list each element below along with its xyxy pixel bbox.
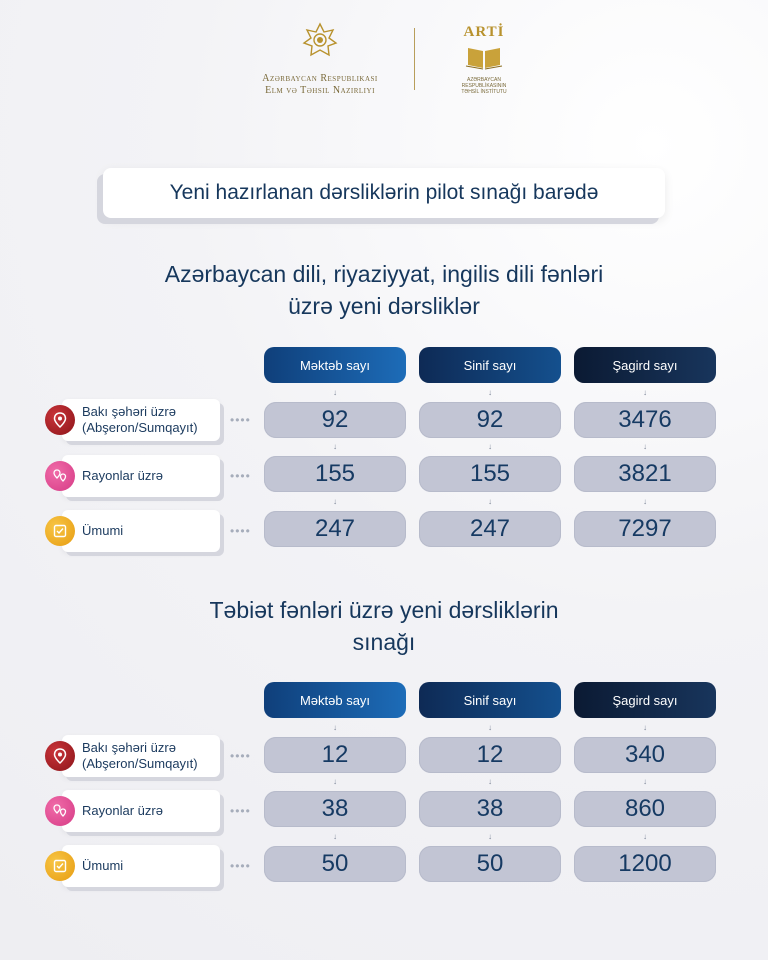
row-label-line1: Bakı şəhəri üzrə [82,740,176,755]
down-arrow-icon: ↓ [488,442,492,451]
row-label-line1: Ümumi [82,858,124,873]
down-arrow-icon: ↓ [643,832,647,841]
value-cell: 1200 [574,846,716,882]
checklist-icon [45,516,75,546]
down-arrow-icon: ↓ [333,388,337,397]
state-emblem-icon [302,22,338,58]
row-label-regions [62,455,220,497]
value-cell: 860 [574,791,716,827]
main-title-banner [103,168,665,218]
row-connector-dots: •••• [230,469,251,483]
down-arrow-icon: ↓ [488,723,492,732]
value-cell: 92 [264,402,406,438]
row-connector-dots: •••• [230,524,251,538]
location-pin-icon [45,405,75,435]
down-arrow-icon: ↓ [643,442,647,451]
down-arrow-icon: ↓ [488,832,492,841]
section-2-title-line2: sınağı [352,629,416,655]
value-cell: 12 [264,737,406,773]
row-label-line1: Rayonlar üzrə [82,803,163,818]
down-arrow-icon: ↓ [333,777,337,786]
down-arrow-icon: ↓ [333,497,337,506]
value-cell: 247 [264,511,406,547]
section-1-title-line2: üzrə yeni dərsliklər [288,293,480,319]
value-cell: 3476 [574,402,716,438]
value-cell: 92 [419,402,561,438]
map-pin-icon [45,461,75,491]
value-cell: 247 [419,511,561,547]
row-label-baku [62,735,220,777]
row-connector-dots: •••• [230,859,251,873]
ministry-logo [250,22,390,97]
row-label-line1: Rayonlar üzrə [82,468,163,483]
row-label-line2: (Abşeron/Sumqayıt) [82,420,198,435]
main-title: Yeni hazırlanan dərsliklərin pilot sınağı barədə [169,181,599,204]
open-book-icon [464,44,504,70]
map-pin-icon [45,796,75,826]
row-connector-dots: •••• [230,804,251,818]
down-arrow-icon: ↓ [488,497,492,506]
column-header-classes: Sinif sayı [419,347,561,383]
value-cell: 7297 [574,511,716,547]
row-label-total [62,845,220,887]
down-arrow-icon: ↓ [488,388,492,397]
value-cell: 155 [264,456,406,492]
section-1-title-line1: Azərbaycan dili, riyaziyyat, ingilis dili fənləri [164,261,604,287]
value-cell: 3821 [574,456,716,492]
header-divider [414,28,415,90]
value-cell: 38 [264,791,406,827]
row-label-line1: Ümumi [82,523,124,538]
institute-logo [446,24,522,95]
column-header-classes: Sinif sayı [419,682,561,718]
value-cell: 50 [264,846,406,882]
down-arrow-icon: ↓ [643,497,647,506]
value-cell: 155 [419,456,561,492]
value-cell: 50 [419,846,561,882]
section-2-title-line1: Təbiət fənləri üzrə yeni dərsliklərin [209,597,559,623]
down-arrow-icon: ↓ [643,777,647,786]
row-label-line2: (Abşeron/Sumqayıt) [82,756,198,771]
ministry-name-line1: Azərbaycan Respublikası [262,73,378,84]
down-arrow-icon: ↓ [333,723,337,732]
column-header-schools: Məktəb sayı [264,682,406,718]
down-arrow-icon: ↓ [643,388,647,397]
value-cell: 12 [419,737,561,773]
institute-name: ARTİ [463,24,505,40]
column-header-schools: Məktəb sayı [264,347,406,383]
institute-sub-line2: TƏHSİL İNSTİTUTU [461,89,507,95]
down-arrow-icon: ↓ [333,832,337,841]
section-1-title [84,258,684,322]
value-cell: 38 [419,791,561,827]
down-arrow-icon: ↓ [333,442,337,451]
row-label-total [62,510,220,552]
down-arrow-icon: ↓ [643,723,647,732]
column-header-students: Şagird sayı [574,347,716,383]
checklist-icon [45,851,75,881]
value-cell: 340 [574,737,716,773]
row-label-baku [62,399,220,441]
section-2-title [84,594,684,658]
location-pin-icon [45,741,75,771]
row-connector-dots: •••• [230,749,251,763]
down-arrow-icon: ↓ [488,777,492,786]
row-connector-dots: •••• [230,413,251,427]
ministry-name-line2: Elm və Təhsil Nazirliyi [265,85,375,96]
column-header-students: Şagird sayı [574,682,716,718]
row-label-regions [62,790,220,832]
row-label-line1: Bakı şəhəri üzrə [82,404,176,419]
institute-sub-line1: AZƏRBAYCAN RESPUBLİKASININ [461,77,507,89]
